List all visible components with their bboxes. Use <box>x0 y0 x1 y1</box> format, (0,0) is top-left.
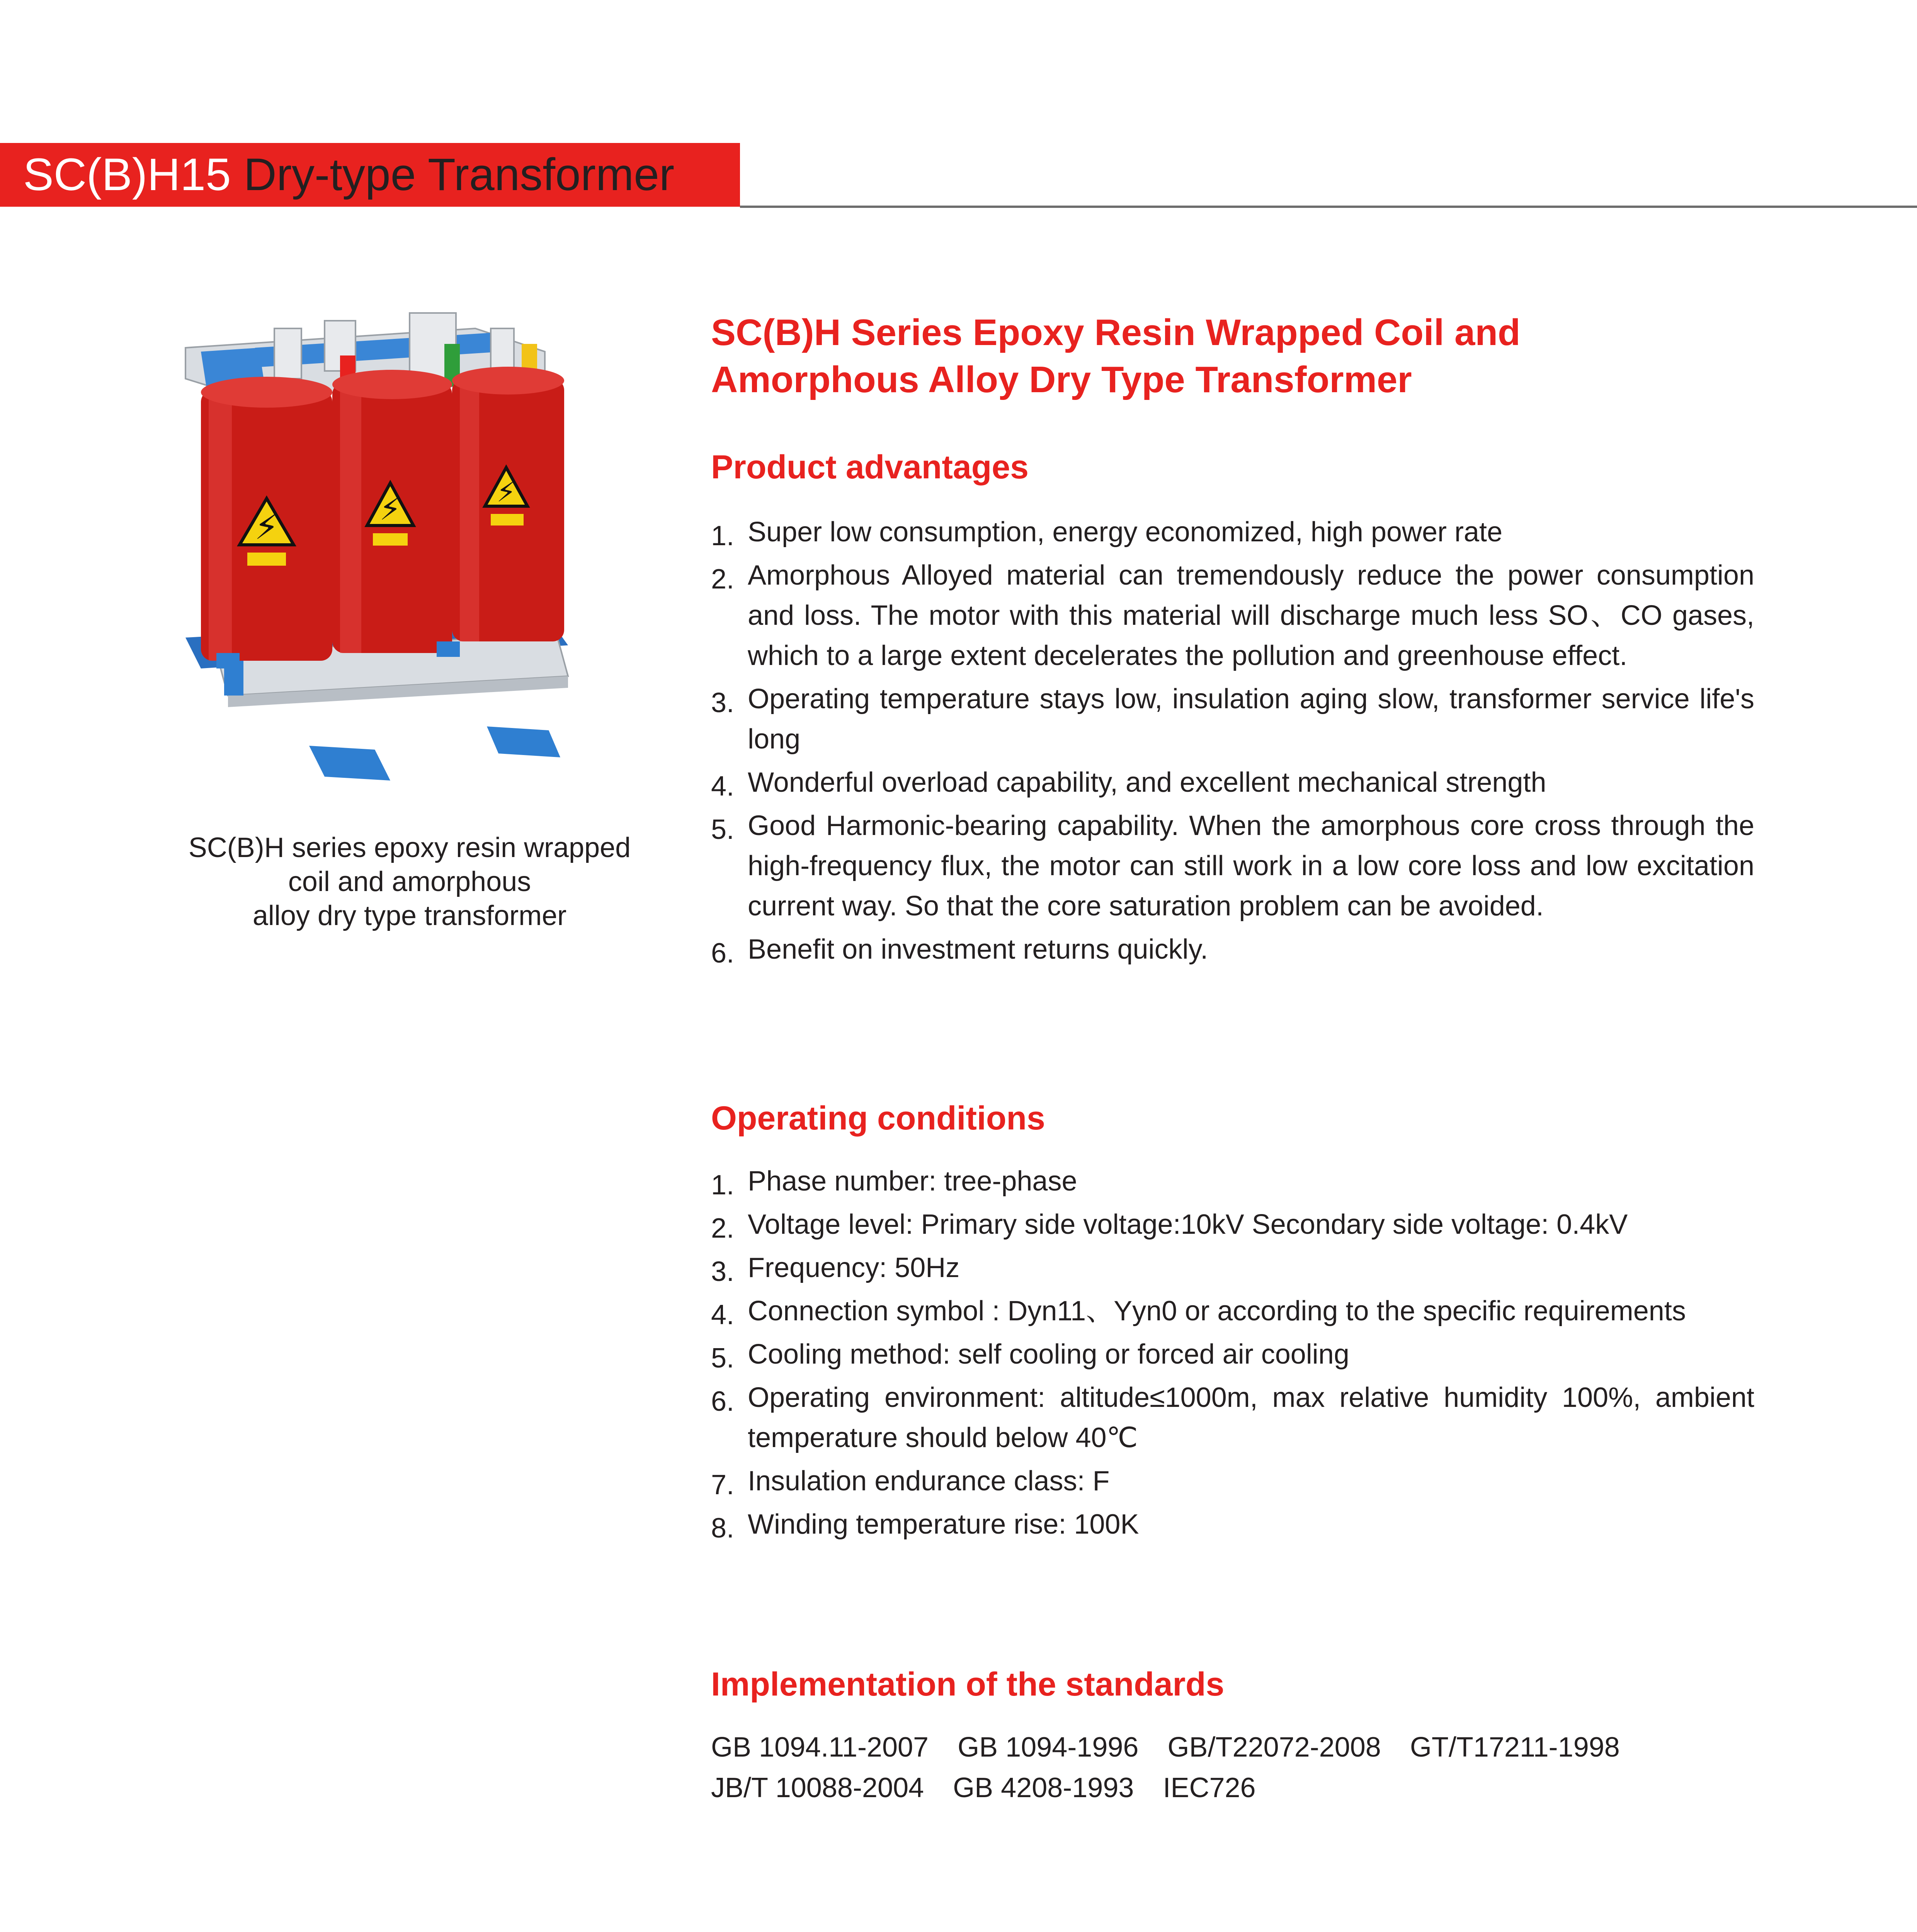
standard-code: GT/T17211-1998 <box>1410 1732 1620 1763</box>
item-number: 1. <box>711 520 735 551</box>
item-text: Winding temperature rise: 100K <box>748 1509 1139 1540</box>
standard-code: IEC726 <box>1163 1772 1256 1803</box>
item-number: 6. <box>711 1386 735 1417</box>
item-text: Phase number: tree-phase <box>748 1166 1077 1197</box>
list-item <box>711 1248 1754 1288</box>
item-number: 8. <box>711 1513 735 1544</box>
item-number: 1. <box>711 1170 735 1201</box>
item-text: Amorphous Alloyed material can tremendously reduce the power consumption and loss. The motor with this material will discharge much less SO、CO gases, which to a large extent decelerates the pollution and greenhouse effect. <box>748 560 1754 671</box>
item-number: 6. <box>711 938 735 969</box>
standards-row <box>711 1768 1285 1808</box>
product-heading-line: SC(B)H Series Epoxy Resin Wrapped Coil and <box>711 312 1521 353</box>
item-number: 2. <box>711 1213 735 1244</box>
list-item <box>711 1504 1754 1544</box>
list-item <box>711 1204 1754 1245</box>
item-text: Benefit on investment returns quickly. <box>748 934 1208 965</box>
conditions-list <box>711 1161 1754 1548</box>
transformer-photo <box>158 305 641 792</box>
item-text: Connection symbol : Dyn11、Yyn0 or according to the specific requirements <box>748 1296 1686 1327</box>
photo-caption <box>162 831 657 933</box>
title-banner <box>0 143 740 207</box>
list-item <box>711 679 1754 759</box>
standard-code: JB/T 10088-2004 <box>711 1772 924 1803</box>
standard-code: GB 1094-1996 <box>958 1732 1139 1763</box>
conditions-heading: Operating conditions <box>711 1100 1045 1137</box>
item-text: Insulation endurance class: F <box>748 1466 1110 1497</box>
item-number: 2. <box>711 564 735 595</box>
title-product-type: Dry-type Transformer <box>231 149 675 200</box>
list-item <box>711 806 1754 926</box>
list-item <box>711 1161 1754 1201</box>
product-heading-line: Amorphous Alloy Dry Type Transformer <box>711 359 1412 400</box>
item-text: Wonderful overload capability, and excellent mechanical strength <box>748 767 1546 798</box>
item-number: 4. <box>711 1299 735 1330</box>
advantages-list <box>711 512 1754 973</box>
caption-line: coil and amorphous <box>288 866 531 897</box>
item-number: 5. <box>711 814 735 845</box>
svg-text:⚡: ⚡ <box>254 507 279 548</box>
item-number: 7. <box>711 1469 735 1500</box>
item-text: Frequency: 50Hz <box>748 1252 960 1283</box>
page-title <box>23 143 674 207</box>
product-heading <box>711 309 1521 403</box>
standard-code: GB 4208-1993 <box>953 1772 1134 1803</box>
advantages-heading: Product advantages <box>711 449 1029 486</box>
caption-line: alloy dry type transformer <box>252 900 567 931</box>
list-item <box>711 1334 1754 1374</box>
item-text: Voltage level: Primary side voltage:10kV Secondary side voltage: 0.4kV <box>748 1209 1628 1240</box>
item-text: Good Harmonic-bearing capability. When the amorphous core cross through the high-frequency flux, the motor can still work in a low core loss and low excitation current way. So that the core saturation problem can be avoided. <box>748 810 1754 922</box>
item-number: 3. <box>711 687 735 718</box>
list-item <box>711 512 1754 552</box>
item-number: 4. <box>711 771 735 802</box>
list-item <box>711 1291 1754 1331</box>
standards-heading: Implementation of the standards <box>711 1666 1225 1703</box>
list-item <box>711 762 1754 803</box>
list-item <box>711 555 1754 676</box>
list-item <box>711 1378 1754 1458</box>
item-text: Super low consumption, energy economized, high power rate <box>748 517 1503 548</box>
item-number: 5. <box>711 1343 735 1374</box>
item-text: Operating temperature stays low, insulation aging slow, transformer service life's long <box>748 684 1754 755</box>
item-text: Operating environment: altitude≤1000m, max relative humidity 100%, ambient temperature should below 40℃ <box>748 1382 1754 1453</box>
item-number: 3. <box>711 1256 735 1287</box>
header-rule <box>740 206 1917 208</box>
standard-code: GB 1094.11-2007 <box>711 1732 929 1763</box>
list-item <box>711 1461 1754 1501</box>
standard-code: GB/T22072-2008 <box>1167 1732 1381 1763</box>
svg-text:⚡: ⚡ <box>496 476 516 508</box>
caption-line: SC(B)H series epoxy resin wrapped <box>188 832 631 863</box>
list-item <box>711 929 1754 969</box>
item-text: Cooling method: self cooling or forced air cooling <box>748 1339 1349 1370</box>
title-model: SC(B)H15 <box>23 149 231 200</box>
svg-text:⚡: ⚡ <box>379 491 401 527</box>
standards-row <box>711 1727 1649 1767</box>
